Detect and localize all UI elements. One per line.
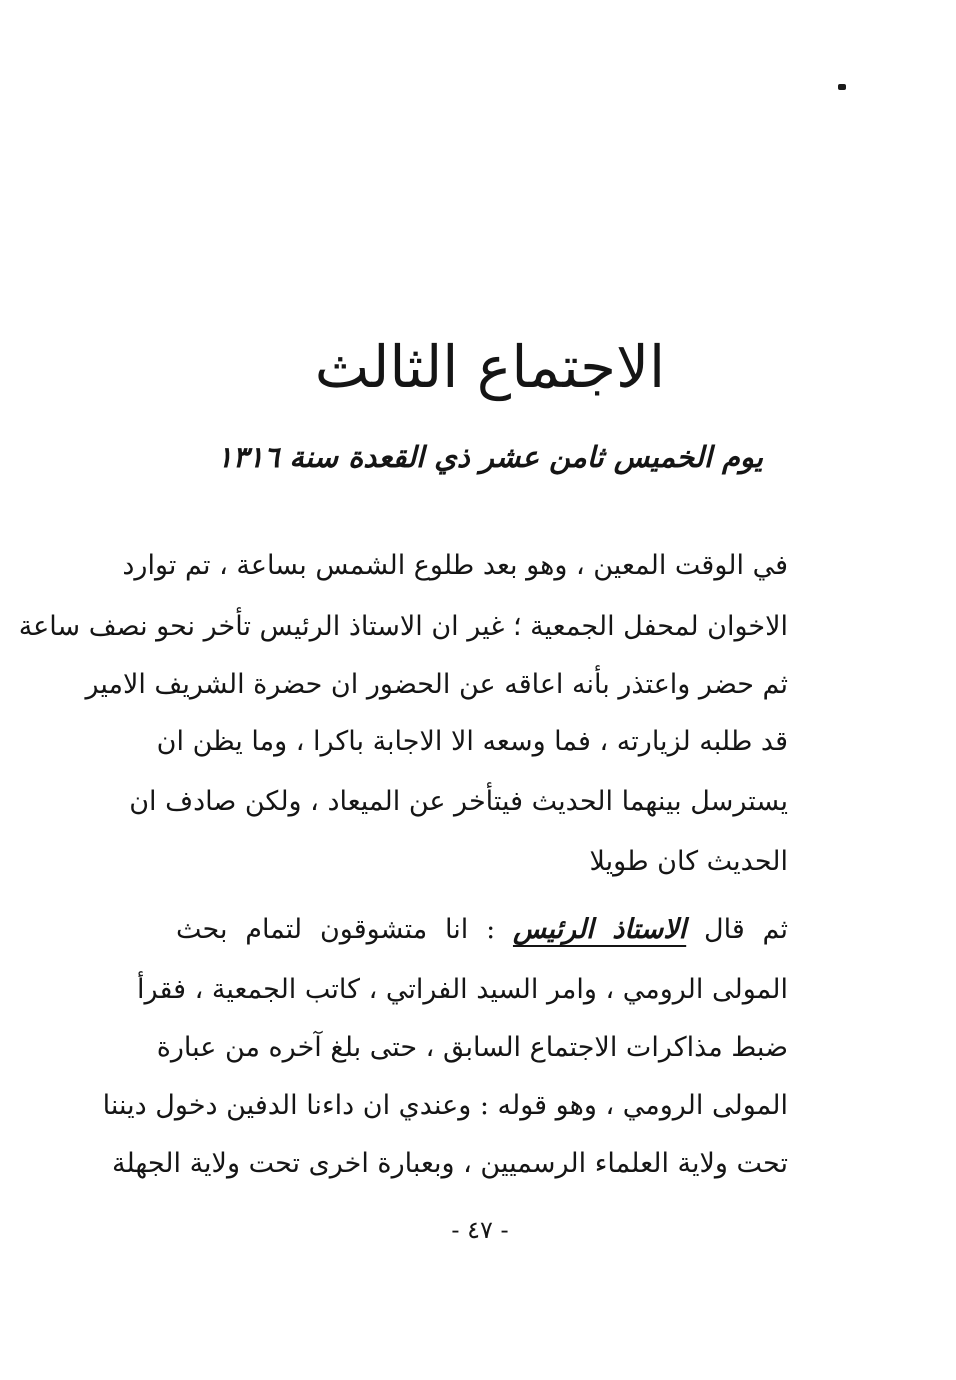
text-line: ضبط مذاكرات الاجتماع السابق ، حتى بلغ آخره من عبارة <box>156 1032 788 1063</box>
speaker-name: الاستاذ الرئيس <box>512 914 687 945</box>
text-line: المولى الرومي ، وهو قوله : وعندي ان داءنا الدفين دخول ديننا <box>102 1090 788 1121</box>
page-number: - ٤٧ - <box>451 1216 509 1244</box>
text-line: قد طلبه لزيارته ، فما وسعه الا الاجابة باكرا ، وما يظن ان <box>156 726 788 757</box>
text-line: يسترسل بينهما الحديث فيتأخر عن الميعاد ، ولكن صادف ان <box>129 786 788 817</box>
text-line: تحت ولاية العلماء الرسميين ، وبعبارة اخرى تحت ولاية الجهلة <box>111 1148 788 1179</box>
text-line: المولى الرومي ، وامر السيد الفراتي ، كاتب الجمعية ، فقرأ <box>137 974 788 1005</box>
text-line <box>176 906 788 954</box>
chapter-date: يوم الخميس ثامن عشر ذي القعدة سنة ١٣١٦ <box>217 440 763 474</box>
text-line: في الوقت المعين ، وهو بعد طلوع الشمس بساعة ، تم توارد <box>122 550 788 581</box>
line-prefix: ثم قال <box>703 914 788 945</box>
text-line: الاخوان لمحفل الجمعية ؛ غير ان الاستاذ الرئيس تأخر نحو نصف ساعة <box>18 611 788 642</box>
text-line: ثم حضر واعتذر بأنه اعاقه عن الحضور ان حضرة الشريف الامير <box>85 669 788 700</box>
ink-speck <box>838 84 846 90</box>
chapter-title: الاجتماع الثالث <box>314 333 666 401</box>
line-suffix: : انا متشوقون لتمام بحث <box>176 914 496 945</box>
text-line: الحديث كان طويلا <box>589 846 788 877</box>
